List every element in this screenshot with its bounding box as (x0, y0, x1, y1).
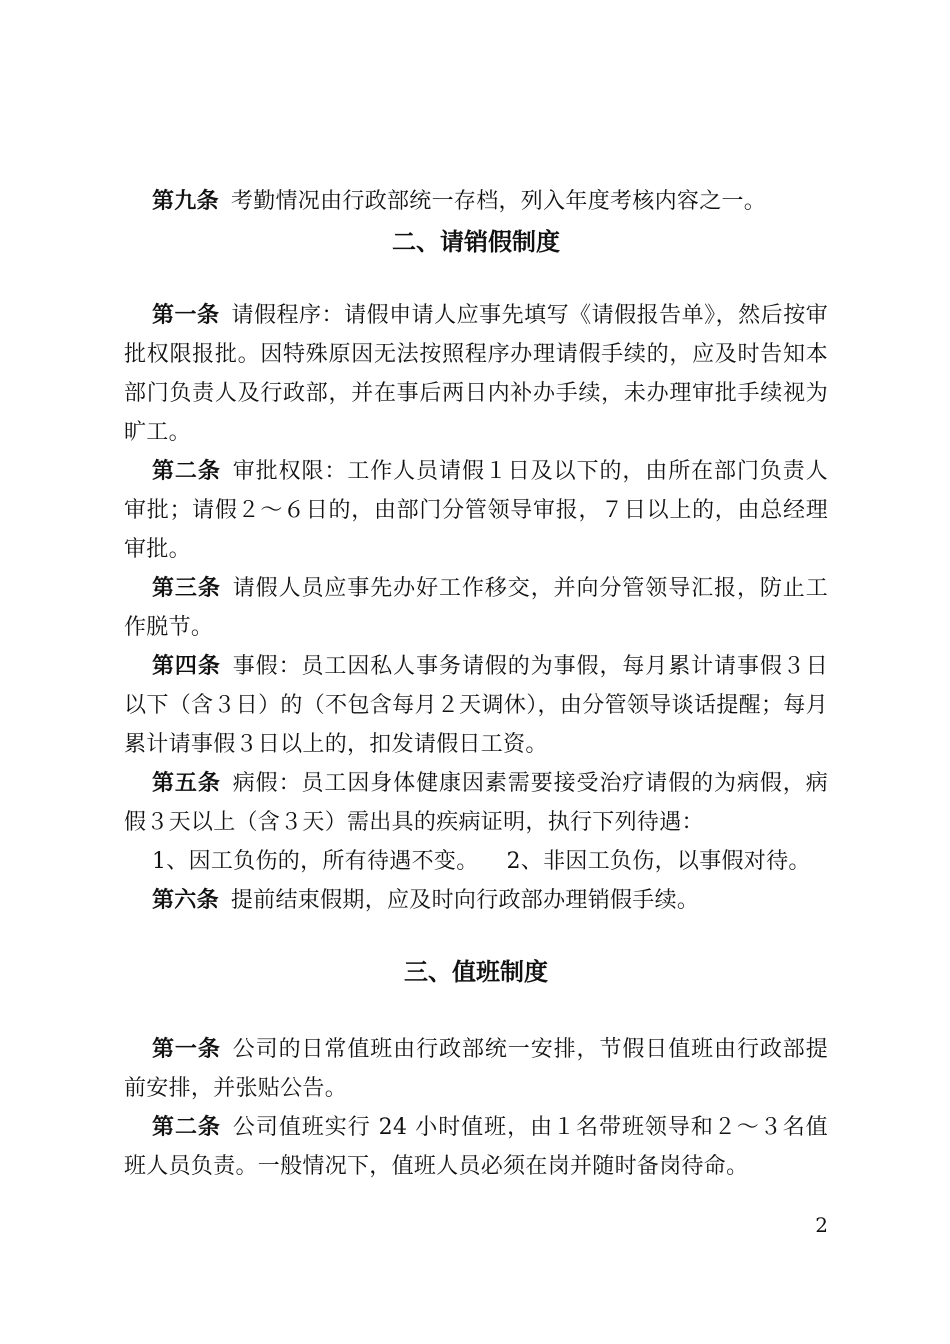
article-label: 第一条 (152, 1037, 221, 1062)
article-text: 公司值班实行 24 小时值班，由１名带班领导和２～３名值班人员负责。一般情况下，值班人员必须在岗并随时备岗待命。 (124, 1115, 828, 1179)
leave-article-4 (124, 647, 828, 764)
article-text: 请假程序：请假申请人应事先填写《请假报告单》，然后按审批权限报批。因特殊原因无法按照程序办理请假手续的，应及时告知本部门负责人及行政部，并在事后两日内补办手续，未办理审批手续视为旷工。 (124, 303, 828, 445)
article-text: 公司的日常值班由行政部统一安排，节假日值班由行政部提前安排，并张贴公告。 (124, 1037, 828, 1101)
section-heading-leave: 二、请销假制度 (392, 228, 560, 256)
list-item: 1、因工负伤的，所有待遇不变。 (152, 849, 479, 874)
leave-article-5 (124, 764, 828, 842)
article-text: 事假：员工因私人事务请假的为事假，每月累计请事假３日以下（含３日）的（不包含每月２天调休），由分管领导谈话提醒；每月累计请事假３日以上的，扣发请假日工资。 (124, 654, 828, 757)
article-text: 审批权限：工作人员请假１日及以下的，由所在部门负责人审批；请假２～６日的，由部门分管领导审报，７日以上的，由总经理审批。 (124, 459, 828, 562)
leave-article-6 (124, 881, 828, 920)
leave-article-5-items (124, 842, 828, 881)
article-label: 第九条 (152, 189, 219, 214)
article-9-attendance (124, 182, 828, 221)
leave-article-1 (124, 296, 828, 452)
article-label: 第四条 (152, 654, 221, 679)
page-number: 2 (815, 1213, 828, 1237)
duty-article-1 (124, 1030, 828, 1108)
article-label: 第二条 (152, 1115, 221, 1140)
article-label: 第五条 (152, 771, 221, 796)
article-text: 考勤情况由行政部统一存档，列入年度考核内容之一。 (230, 189, 767, 214)
article-text: 提前结束假期，应及时向行政部办理销假手续。 (230, 888, 700, 913)
leave-article-2 (124, 452, 828, 569)
article-text: 请假人员应事先办好工作移交，并向分管领导汇报，防止工作脱节。 (124, 576, 828, 640)
duty-article-2 (124, 1108, 828, 1186)
leave-article-3 (124, 569, 828, 647)
section-heading-duty: 三、值班制度 (404, 958, 548, 986)
article-label: 第三条 (152, 576, 221, 601)
list-item: 2、非因工负伤，以事假对待。 (506, 849, 811, 874)
article-label: 第二条 (152, 459, 221, 484)
article-label: 第一条 (152, 303, 220, 328)
article-label: 第六条 (152, 888, 219, 913)
article-text: 病假：员工因身体健康因素需要接受治疗请假的为病假，病假３天以上（含３天）需出具的疾病证明，执行下列待遇： (124, 771, 828, 835)
